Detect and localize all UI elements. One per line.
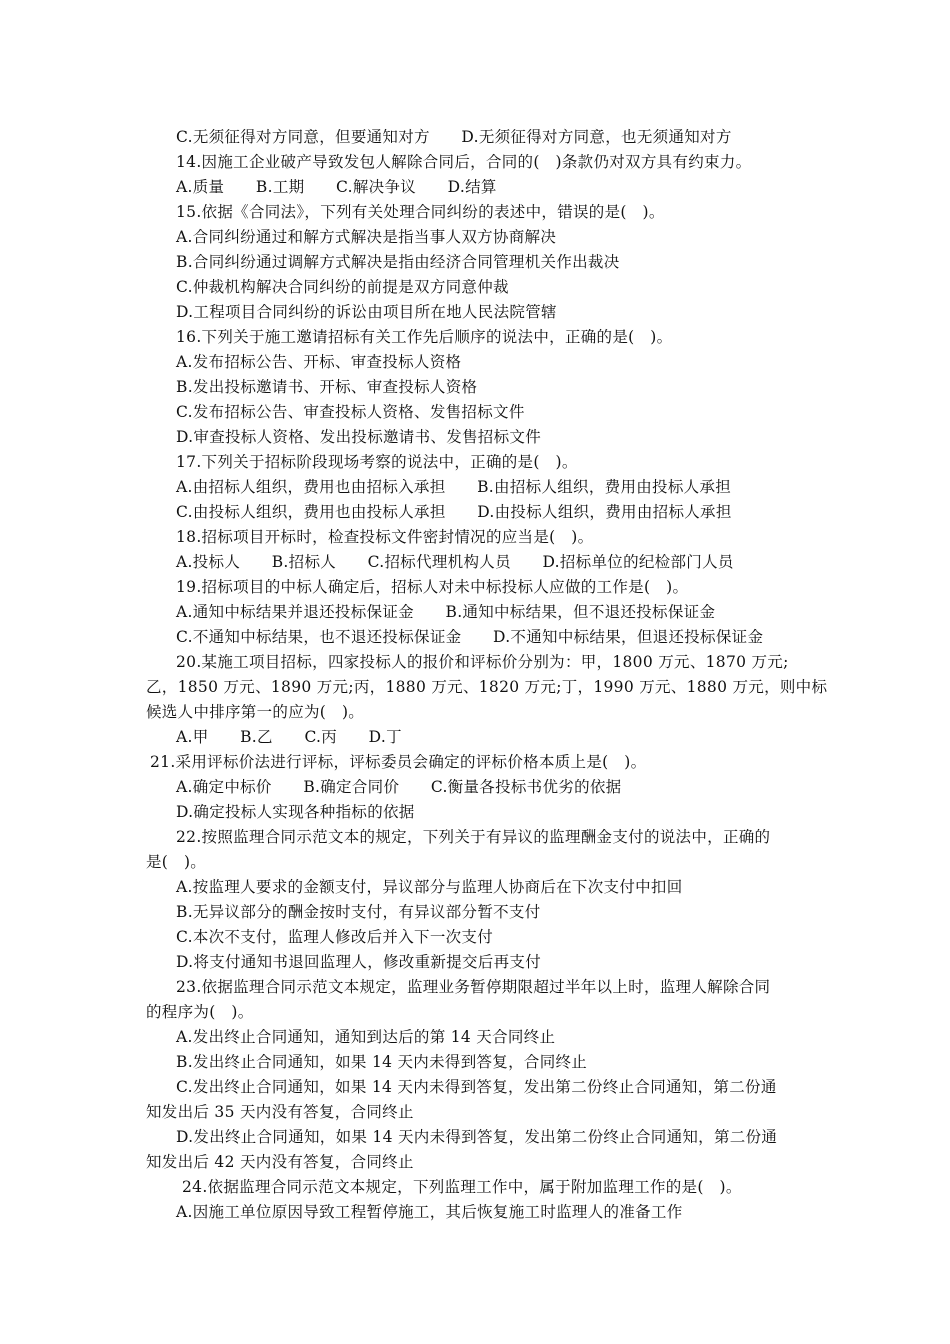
question-17: 17.下列关于招标阶段现场考察的说法中，正确的是( )。: [176, 453, 578, 471]
option-15b: B.合同纠纷通过调解方式解决是指由经济合同管理机关作出裁决: [176, 253, 620, 271]
option-line-13cd: C.无须征得对方同意，但要通知对方 D.无须征得对方同意，也无须通知对方: [176, 128, 732, 146]
option-16b: B.发出投标邀请书、开标、审查投标人资格: [176, 378, 478, 396]
question-24: 24.依据监理合同示范文本规定，下列监理工作中，属于附加监理工作的是( )。: [182, 1178, 742, 1196]
question-23-line2: 的程序为( )。: [146, 1003, 254, 1021]
options-17cd: C.由投标人组织，费用也由投标人承担 D.由投标人组织，费用由招标人承担: [176, 503, 732, 521]
question-20-line2: 乙，1850 万元、1890 万元;丙，1880 万元、1820 万元;丁，1990 万元、1880 万元，则中标: [146, 678, 828, 696]
option-16d: D.审查投标人资格、发出投标邀请书、发售招标文件: [176, 428, 542, 446]
option-23a: A.发出终止合同通知，通知到达后的第 14 天合同终止: [176, 1028, 556, 1046]
question-20-line3: 候选人中排序第一的应为( )。: [146, 703, 365, 721]
options-21abc: A.确定中标价 B.确定合同价 C.衡量各投标书优劣的依据: [176, 778, 622, 796]
options-19ab: A.通知中标结果并退还投标保证金 B.通知中标结果，但不退还投标保证金: [176, 603, 716, 621]
option-22a: A.按监理人要求的金额支付，异议部分与监理人协商后在下次支付中扣回: [176, 878, 683, 896]
option-23d-line2: 知发出后 42 天内没有答复，合同终止: [146, 1153, 414, 1171]
option-23d-line1: D.发出终止合同通知，如果 14 天内未得到答复，发出第二份终止合同通知，第二份通: [176, 1128, 778, 1146]
question-19: 19.招标项目的中标人确定后，招标人对未中标投标人应做的工作是( )。: [176, 578, 689, 596]
question-22-line1: 22.按照监理合同示范文本的规定，下列关于有异议的监理酬金支付的说法中，正确的: [176, 828, 771, 846]
option-23c-line2: 知发出后 35 天内没有答复，合同终止: [146, 1103, 414, 1121]
question-22-line2: 是( )。: [146, 853, 207, 871]
question-20-line1: 20.某施工项目招标，四家投标人的报价和评标价分别为：甲，1800 万元、1870 万元;: [176, 653, 789, 671]
options-20: A.甲 B.乙 C.丙 D.丁: [176, 728, 402, 746]
options-17ab: A.由招标人组织，费用也由招标入承担 B.由招标人组织，费用由投标人承担: [176, 478, 732, 496]
option-22b: B.无异议部分的酬金按时支付，有异议部分暂不支付: [176, 903, 541, 921]
option-24a: A.因施工单位原因导致工程暂停施工，其后恢复施工时监理人的准备工作: [176, 1203, 683, 1221]
option-22c: C.本次不支付，监理人修改后并入下一次支付: [176, 928, 494, 946]
options-18: A.投标人 B.招标人 C.招标代理机构人员 D.招标单位的纪检部门人员: [176, 553, 734, 571]
option-16c: C.发布招标公告、审查投标人资格、发售招标文件: [176, 403, 525, 421]
option-21d: D.确定投标人实现各种指标的依据: [176, 803, 415, 821]
option-15d: D.工程项目合同纠纷的诉讼由项目所在地人民法院管辖: [176, 303, 557, 321]
options-14: A.质量 B.工期 C.解决争议 D.结算: [176, 178, 497, 196]
option-23b: B.发出终止合同通知，如果 14 天内未得到答复，合同终止: [176, 1053, 588, 1071]
question-21: 21.采用评标价法进行评标，评标委员会确定的评标价格本质上是( )。: [150, 753, 647, 771]
option-22d: D.将支付通知书退回监理人，修改重新提交后再支付: [176, 953, 542, 971]
question-18: 18.招标项目开标时，检查投标文件密封情况的应当是( )。: [176, 528, 594, 546]
option-23c-line1: C.发出终止合同通知，如果 14 天内未得到答复，发出第二份终止合同通知，第二份通: [176, 1078, 777, 1096]
option-16a: A.发布招标公告、开标、审查投标人资格: [176, 353, 462, 371]
question-23-line1: 23.依据监理合同示范文本规定，监理业务暂停期限超过半年以上时，监理人解除合同: [176, 978, 771, 996]
options-19cd: C.不通知中标结果，也不退还投标保证金 D.不通知中标结果，但退还投标保证金: [176, 628, 764, 646]
question-16: 16.下列关于施工邀请招标有关工作先后顺序的说法中，正确的是( )。: [176, 328, 673, 346]
question-15: 15.依据《合同法》，下列有关处理合同纠纷的表述中，错误的是( )。: [176, 203, 665, 221]
question-14: 14.因施工企业破产导致发包人解除合同后，合同的( )条款仍对双方具有约束力。: [176, 153, 752, 171]
option-15a: A.合同纠纷通过和解方式解决是指当事人双方协商解决: [176, 228, 557, 246]
option-15c: C.仲裁机构解决合同纠纷的前提是双方同意仲裁: [176, 278, 509, 296]
